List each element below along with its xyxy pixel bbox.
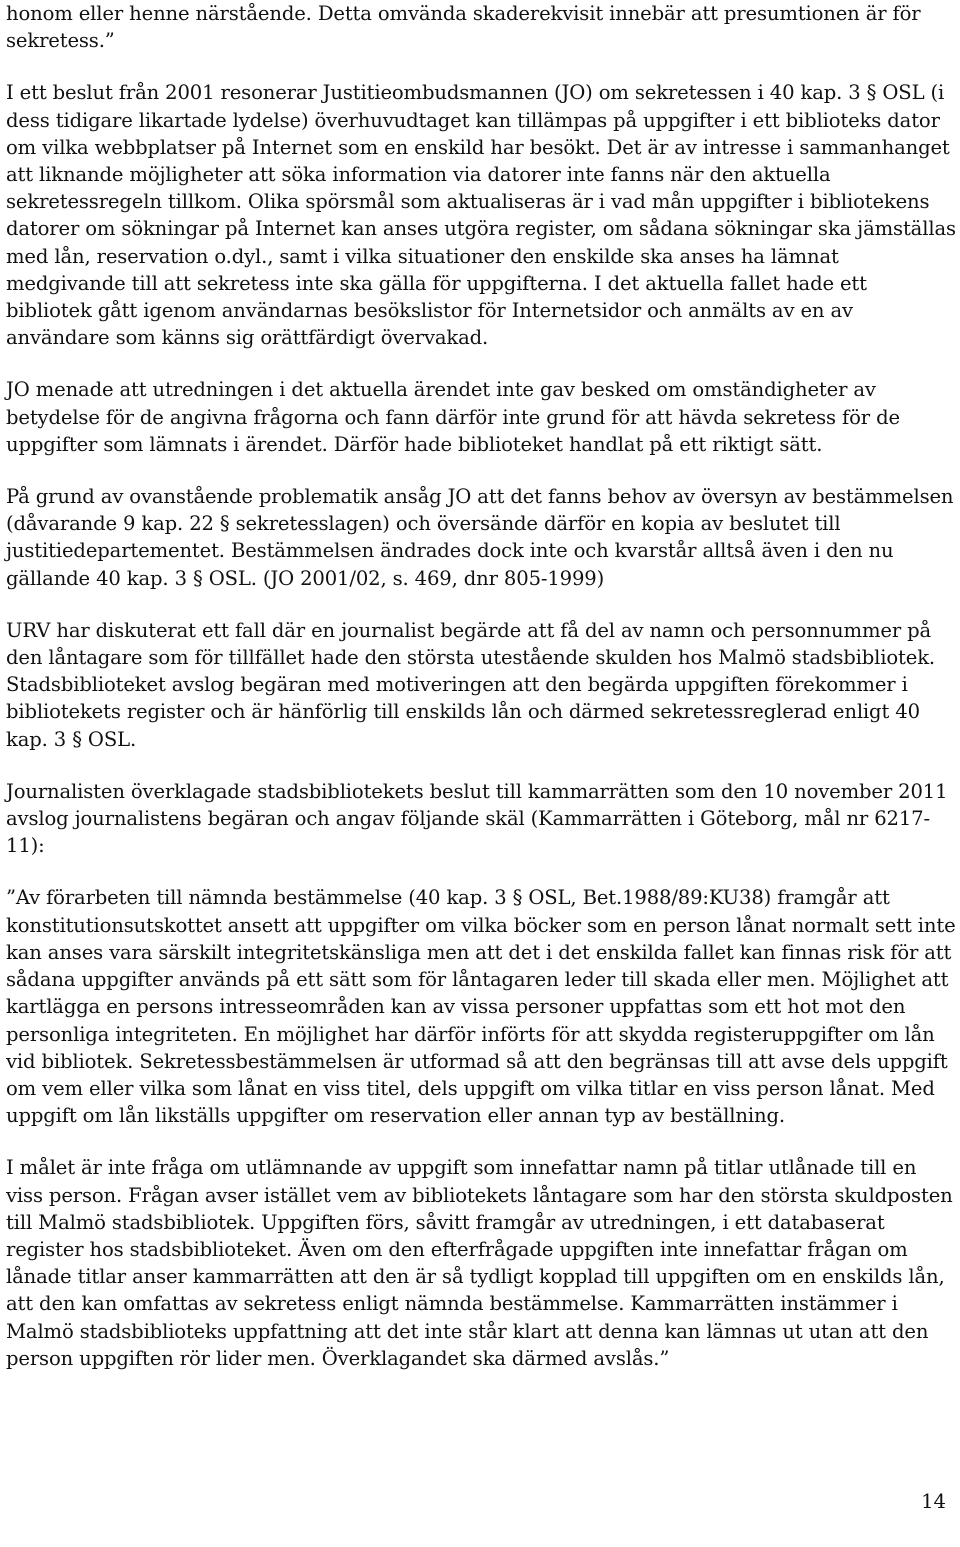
paragraph-3: JO menade att utredningen i det aktuella ärendet inte gav besked om omständigheter av betydelse för de angivna frågorna och fann därför inte grund för att hävda sekretess för de uppgifter som lämnats i ärendet. Därför hade biblioteket handlat på ett riktigt sätt. (6, 378, 900, 456)
paragraph-1: honom eller henne närstående. Detta omvända skaderekvisit innebär att presumtionen är för sekretess.” (6, 2, 921, 53)
document-body (6, 0, 956, 1397)
paragraph-2: I ett beslut från 2001 resonerar Justitieombudsmannen (JO) om sekretessen i 40 kap. 3 § OSL (i dess tidigare likartade lydelse) överhuvudtaget kan tillämpas på uppgifter i ett biblioteks dator om vilka webbplatser på Internet som en enskild har besökt. Det är av intresse i sammanhanget att liknande möjligheter att söka information via datorer inte fanns när den aktuella sekretessregeln tillkom. Olika spörsmål som aktualiseras är i vad mån uppgifter i bibliotekens datorer om sökningar på Internet kan anses utgöra register, om sådana sökningar ska jämställas med lån, reservation o.dyl., samt i vilka situationer den enskilde ska anses ha lämnat medgivande till att sekretess inte ska gälla för uppgifterna. I det aktuella fallet hade ett bibliotek gått igenom användarnas besökslistor för Internetsidor och anmälts av en av användare som känns sig orättfärdigt övervakad. (6, 81, 956, 350)
paragraph-5: URV har diskuterat ett fall där en journalist begärde att få del av namn och personnummer på den låntagare som för tillfället hade den största utestående skulden hos Malmö stadsbibliotek. Stadsbiblioteket avslog begäran med motiveringen att den begärda uppgiften förekommer i bibliotekets register och är hänförlig till enskilds lån och därmed sekretessreglerad enligt 40 kap. 3 § OSL. (6, 618, 936, 751)
page-number: 14 (921, 1490, 946, 1513)
paragraph-4: På grund av ovanstående problematik ansåg JO att det fanns behov av översyn av bestämmelsen (dåvarande 9 kap. 22 § sekretesslagen) och översände därför en kopia av beslutet till justitiedepartementet. Bestämmelsen ändrades dock inte och kvarstår alltså även i den nu gällande 40 kap. 3 § OSL. (JO 2001/02, s. 469, dnr 805-1999) (6, 485, 954, 590)
paragraph-6: Journalisten överklagade stadsbibliotekets beslut till kammarrätten som den 10 november 2011 avslog journalistens begäran och angav följande skäl (Kammarrätten i Göteborg, mål nr 6217-11): (6, 779, 948, 858)
paragraph-7-quote: ”Av förarbeten till nämnda bestämmelse (40 kap. 3 § OSL, Bet.1988/89:KU38) framgår att konstitutionsutskottet ansett att uppgifter om vilka böcker som en person lånat normalt sett inte kan anses vara särskilt integritetskänsliga men att det i det enskilda fallet kan finnas risk för att sådana uppgifter används på ett sätt som för låntagaren leder till skada eller men. Möjlighet att kartlägga en persons intresseområden kan av vissa personer uppfattas som ett hot mot den personliga integriteten. En möjlighet har därför införts för att skydda registeruppgifter om lån vid bibliotek. Sekretessbestämmelsen är utformad så att den begränsas till att avse dels uppgift om vem eller vilka som lånat en viss titel, dels uppgift om vilka titlar en viss person lånat. Med uppgift om lån likställs uppgifter om reservation eller annan typ av beställning. (6, 886, 956, 1128)
paragraph-8-quote: I målet är inte fråga om utlämnande av uppgift som innefattar namn på titlar utlånade till en viss person. Frågan avser istället vem av bibliotekets låntagare som har den största skuldposten till Malmö stadsbibliotek. Uppgiften förs, såvitt framgår av utredningen, i ett databaserat register hos stadsbiblioteket. Även om den efterfrågade uppgiften inte innefattar frågan om lånade titlar anser kammarrätten att den är så tydligt kopplad till uppgiften om en enskilds lån, att den kan omfattas av sekretess enligt nämnda bestämmelse. Kammarrätten instämmer i Malmö stadsbiblioteks uppfattning att det inte står klart att denna kan lämnas ut utan att den person uppgiften rör lider men. Överklagandet ska därmed avslås.” (6, 1156, 953, 1370)
